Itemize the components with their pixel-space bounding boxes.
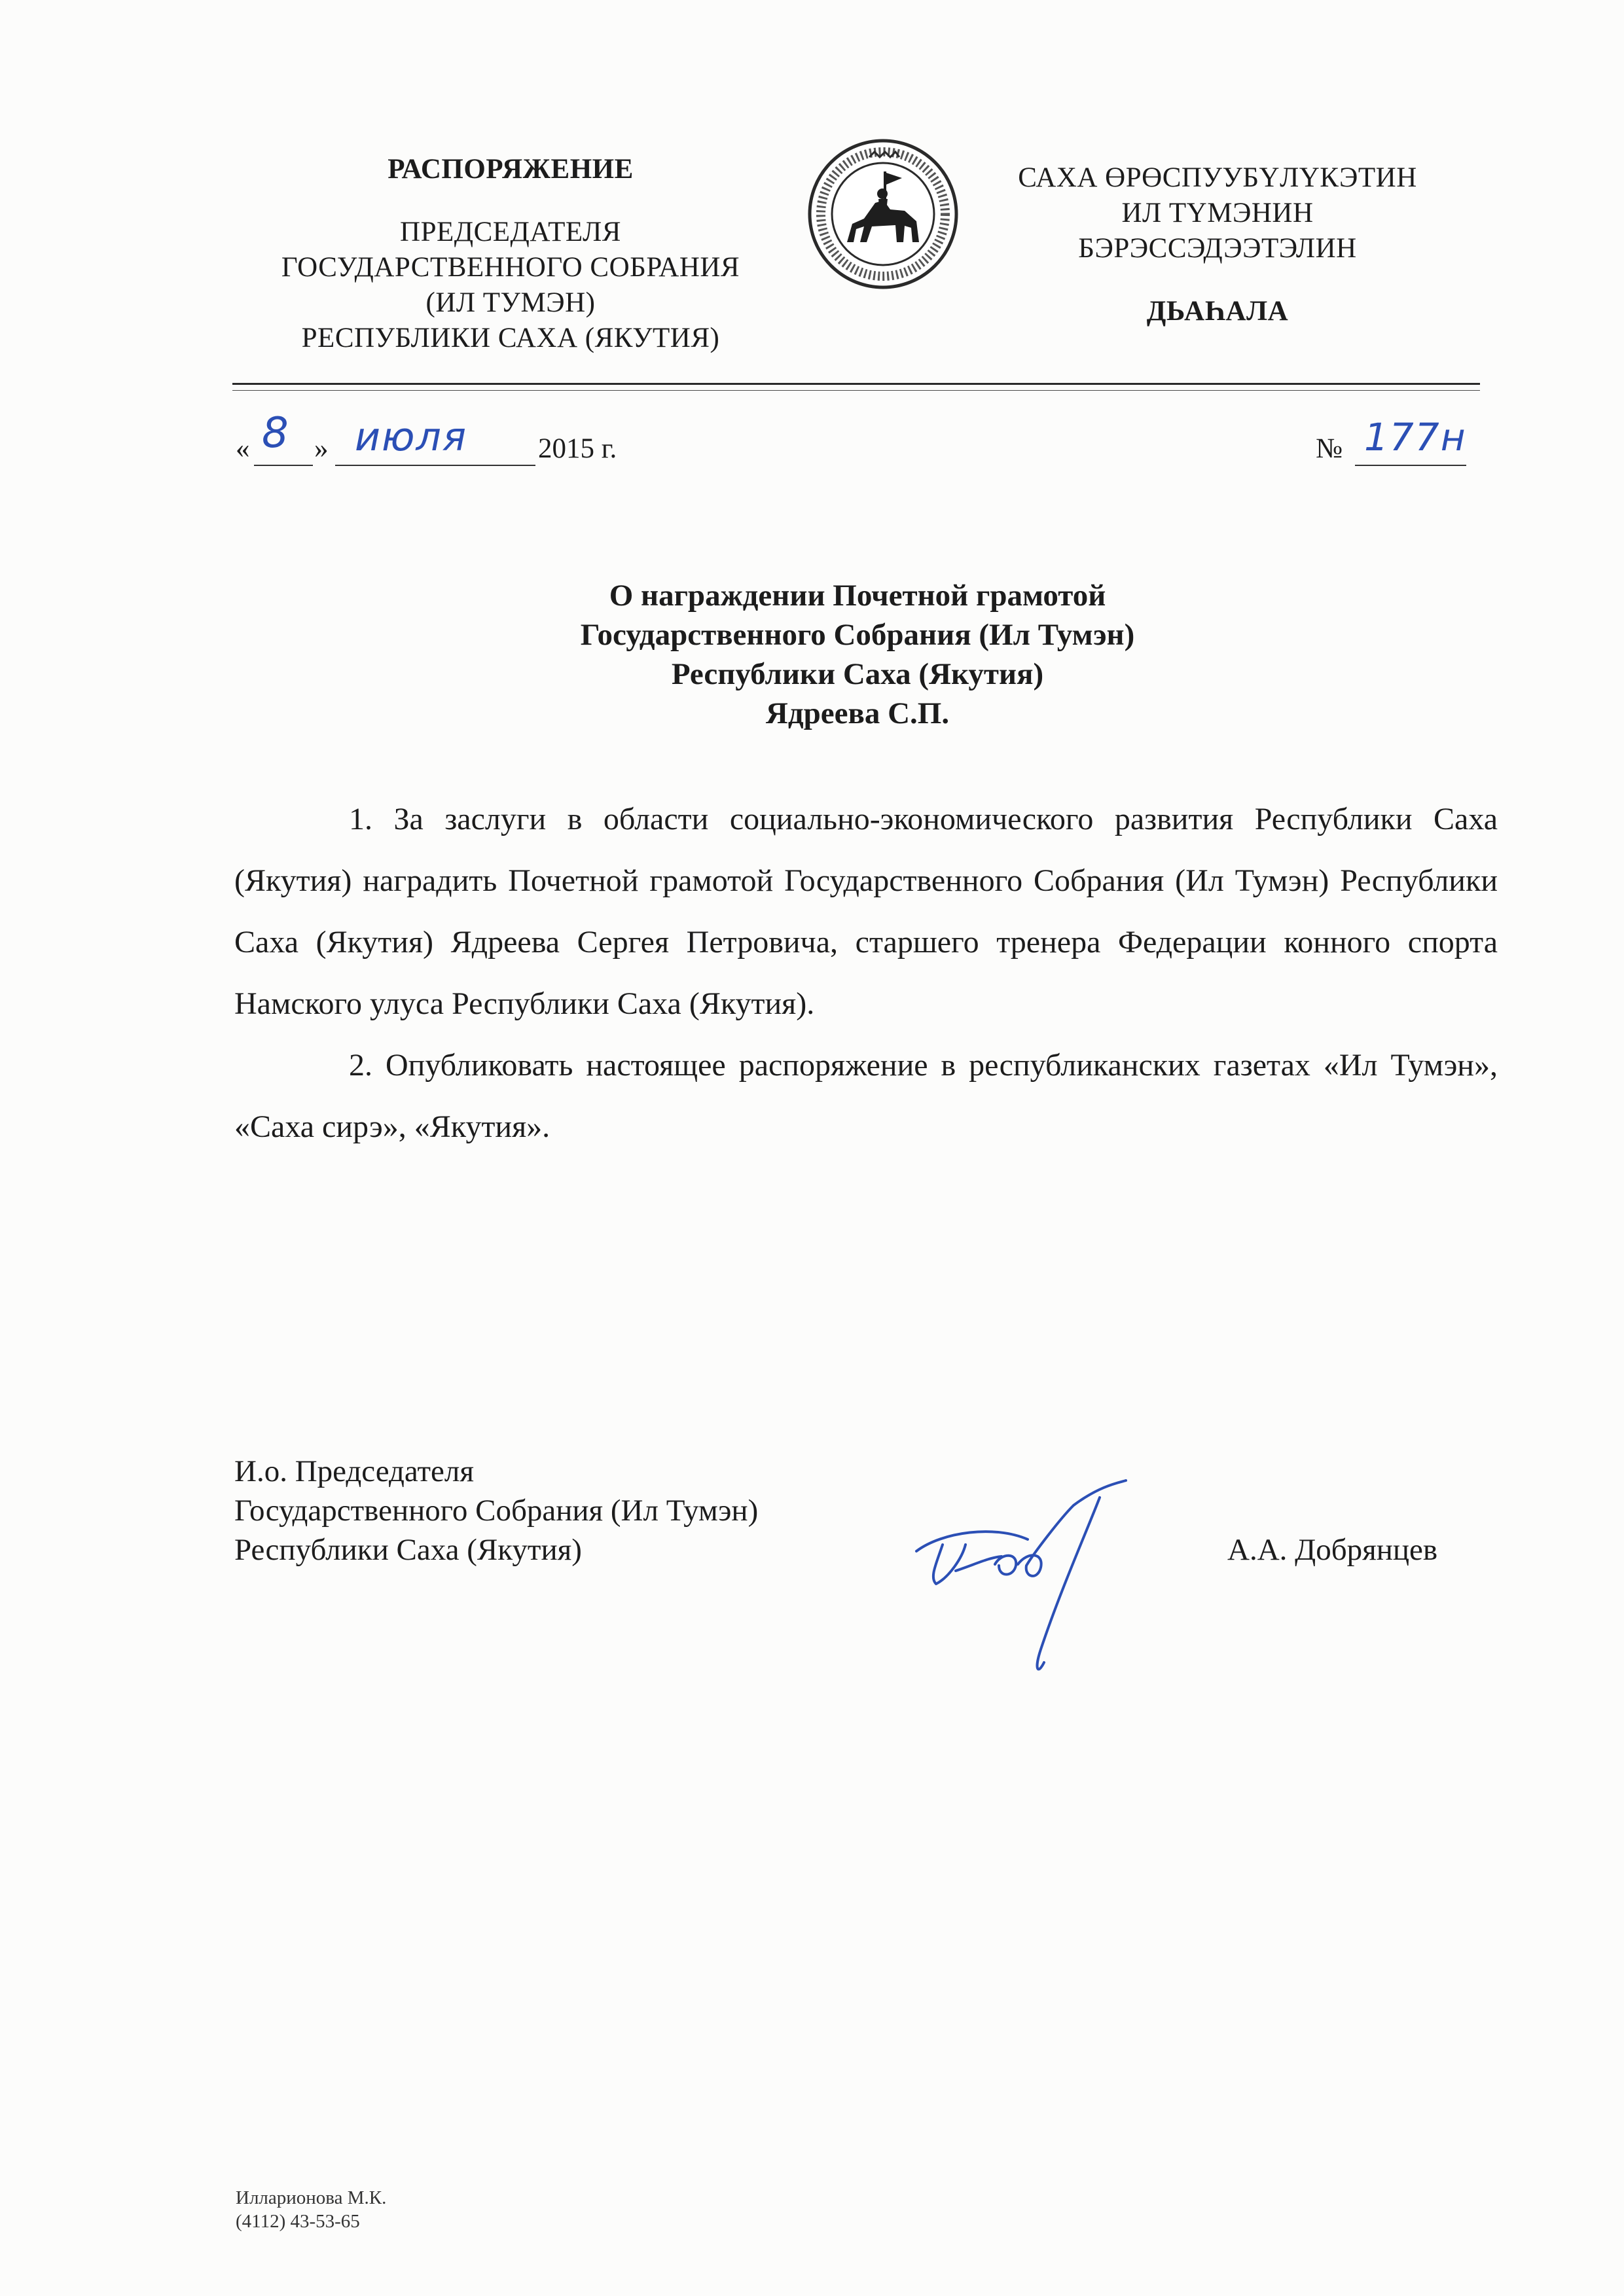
number-underline — [1355, 465, 1466, 466]
body-paragraph-1: 1. За заслуги в области социально-экономического развития Республики Саха (Якутия) наградить Почетной грамотой Государственного Собрания (Ил Тумэн) Республики Саха (Якутия) Ядреева Сергея Петровича, старшего тренера Федерации конного спорта Намского улуса Республики Саха (Якутия). — [234, 802, 1498, 1021]
header-left-line2: ГОСУДАРСТВЕННОГО СОБРАНИЯ — [281, 252, 740, 283]
document-date — [236, 409, 668, 471]
signature-position-block — [234, 1452, 758, 1570]
date-month-underline — [335, 465, 535, 466]
number-handwritten: 177н — [1364, 415, 1467, 459]
signature-line1: И.о. Председателя — [234, 1454, 474, 1488]
date-day-underline — [254, 465, 313, 466]
header-left-block — [223, 152, 799, 356]
executor-phone: (4112) 43-53-65 — [236, 2211, 360, 2232]
signer-name: А.А. Добрянцев — [1227, 1533, 1438, 1567]
title-line2: Государственного Собрания (Ил Тумэн) — [580, 618, 1135, 652]
header-left-line4: РЕСПУБЛИКИ САХА (ЯКУТИЯ) — [301, 323, 720, 353]
handwritten-signature — [903, 1479, 1146, 1676]
body-paragraph-2: 2. Опубликовать настоящее распоряжение в республиканских газетах «Ил Тумэн», «Саха сирэ», «Якутия». — [234, 1048, 1498, 1144]
title-line1: О награждении Почетной грамотой — [609, 579, 1106, 613]
signature-line2: Государственного Собрания (Ил Тумэн) — [234, 1494, 759, 1528]
header-left-line3: (ИЛ ТУМЭН) — [425, 287, 596, 318]
date-day-handwritten: 8 — [262, 409, 289, 457]
date-close-quote: » — [314, 433, 329, 464]
header-right-block — [969, 160, 1466, 329]
title-line4: Ядреева С.П. — [765, 696, 950, 730]
executor-footer — [236, 2186, 386, 2233]
coat-of-arms-emblem — [806, 137, 960, 291]
document-body — [234, 789, 1498, 1158]
executor-name: Илларионова М.К. — [236, 2187, 387, 2208]
title-line3: Республики Саха (Якутия) — [671, 657, 1044, 691]
number-prefix: № — [1316, 433, 1343, 464]
signature-line3: Республики Саха (Якутия) — [234, 1533, 582, 1567]
header-right-line1: САХА ӨРӨСПУУБҮЛҮКЭТИН — [1018, 162, 1417, 193]
doc-type-ru: РАСПОРЯЖЕНИЕ — [388, 154, 634, 185]
document-title — [367, 576, 1348, 733]
date-month-handwritten: июля — [355, 414, 467, 460]
header-divider-thin — [232, 390, 1480, 391]
header-right-line2: ИЛ ТҮМЭНИН — [1121, 198, 1314, 228]
doc-type-sakha: ДЬАҺАЛА — [1146, 296, 1289, 327]
date-open-quote: « — [236, 433, 250, 464]
document-number — [1316, 415, 1486, 471]
date-year: 2015 г. — [538, 433, 617, 464]
header-left-line1: ПРЕДСЕДАТЕЛЯ — [400, 217, 621, 247]
header-divider-thick — [232, 383, 1480, 385]
header-right-line3: БЭРЭССЭДЭЭТЭЛИН — [1078, 233, 1357, 264]
